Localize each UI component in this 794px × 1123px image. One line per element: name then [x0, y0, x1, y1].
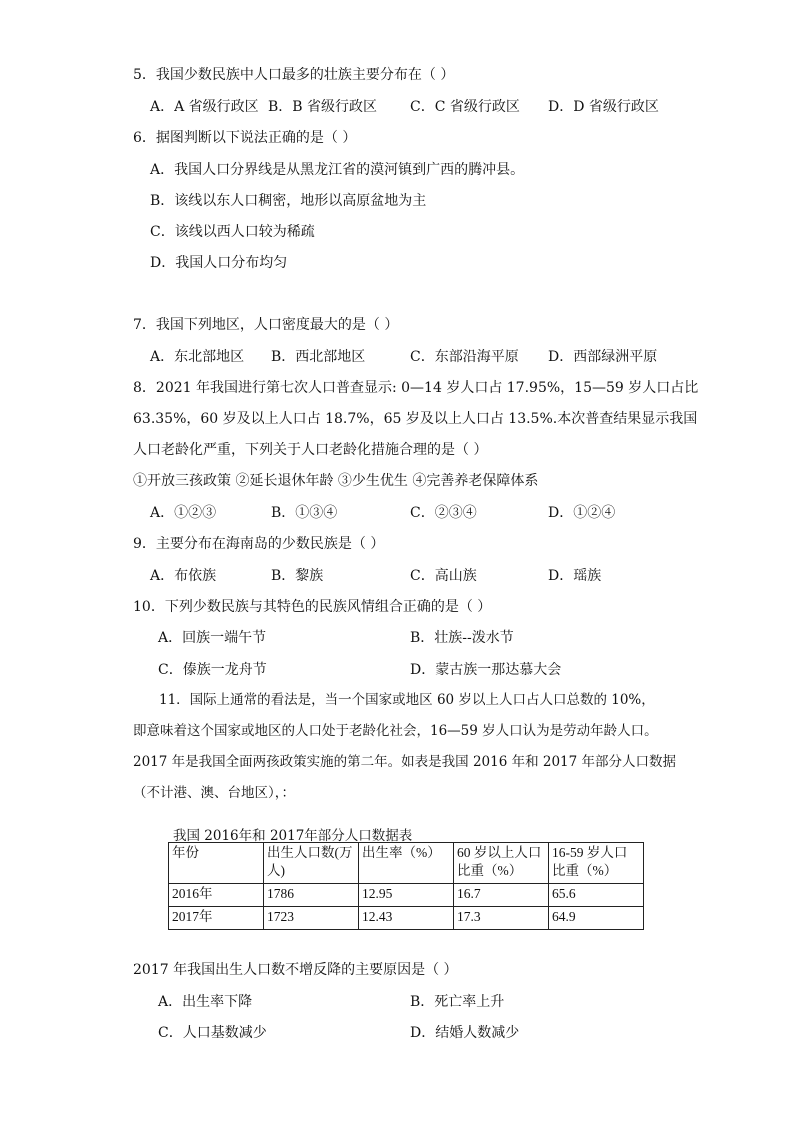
table-cell: 12.95 — [359, 884, 454, 907]
q8-measures: ①开放三孩政策 ②延长退休年龄 ③少生优生 ④完善养老保障体系 — [133, 473, 539, 489]
table-cell: 1723 — [264, 907, 359, 930]
table-header-cell: 16-59 岁人口比重（%） — [549, 843, 644, 884]
q8-stem-line-3: 人口老龄化严重，下列关于人口老龄化措施合理的是（ ） — [133, 442, 488, 458]
population-data-table — [168, 842, 644, 930]
q7-option-c[interactable]: C．东部沿海平原 — [410, 349, 519, 365]
table-header-row — [169, 843, 644, 884]
table-row — [169, 907, 644, 930]
q11-option-b[interactable]: B．死亡率上升 — [410, 994, 505, 1010]
q11-stem-line-3: 2017 年是我国全面两孩政策实施的第二年。如表是我国 2016 年和 2017 年部分人口数据 — [133, 754, 677, 770]
q10-option-a[interactable]: A．回族一端午节 — [158, 630, 267, 646]
q8-stem-line-1: 8．2021 年我国进行第七次人口普查显示: 0—14 岁人口占 17.95%，15—59 岁人口占比 — [133, 380, 699, 396]
table-header-cell: 年份 — [169, 843, 264, 884]
q8-option-b[interactable]: B．①③④ — [271, 505, 338, 521]
table-caption: 我国 2016年和 2017年部分人口数据表 — [173, 828, 413, 844]
table-row — [169, 884, 644, 907]
q5-stem: 5．我国少数民族中人口最多的壮族主要分布在（ ） — [133, 67, 455, 83]
q11-option-a[interactable]: A．出生率下降 — [158, 994, 253, 1010]
q9-option-b[interactable]: B．黎族 — [271, 568, 324, 584]
q9-option-d[interactable]: D．瑶族 — [548, 568, 602, 584]
q6-stem: 6．据图判断以下说法正确的是（ ） — [133, 130, 357, 146]
q10-option-d[interactable]: D．蒙古族一那达慕大会 — [410, 662, 562, 678]
q7-stem: 7．我国下列地区，人口密度最大的是（ ） — [133, 317, 399, 333]
table-cell: 12.43 — [359, 907, 454, 930]
q11-option-d[interactable]: D．结婚人数减少 — [410, 1025, 520, 1041]
q8-option-c[interactable]: C．②③④ — [410, 505, 477, 521]
table-cell: 16.7 — [454, 884, 549, 907]
q10-option-c[interactable]: C．傣族一龙舟节 — [158, 662, 267, 678]
q7-option-a[interactable]: A．东北部地区 — [150, 349, 245, 365]
q9-option-a[interactable]: A．布依族 — [150, 568, 217, 584]
q9-stem: 9．主要分布在海南岛的少数民族是（ ） — [133, 536, 385, 552]
q11-stem-line-1: 11．国际上通常的看法是，当一个国家或地区 60 岁以上人口占人口总数的 10%， — [159, 692, 655, 708]
q6-option-a[interactable]: A．我国人口分界线是从黑龙江省的漠河镇到广西的腾冲县。 — [150, 162, 525, 178]
q6-option-c[interactable]: C．该线以西人口较为稀疏 — [150, 224, 315, 240]
table-cell: 2016年 — [169, 884, 264, 907]
q6-option-b[interactable]: B．该线以东人口稠密，地形以高原盆地为主 — [150, 193, 427, 209]
q7-option-b[interactable]: B．西北部地区 — [271, 349, 366, 365]
q6-option-d[interactable]: D．我国人口分布均匀 — [150, 255, 288, 271]
table-cell: 1786 — [264, 884, 359, 907]
q10-stem: 10．下列少数民族与其特色的民族风情组合正确的是（ ） — [133, 599, 492, 615]
q8-option-a[interactable]: A．①②③ — [150, 505, 217, 521]
q5-option-c[interactable]: C．C 省级行政区 — [410, 99, 520, 115]
q11-stem-line-4: （不计港、澳、台地区），： — [133, 785, 295, 801]
table-cell: 17.3 — [454, 907, 549, 930]
q5-option-a[interactable]: A．A 省级行政区 — [150, 99, 259, 115]
q8-option-d[interactable]: D．①②④ — [548, 505, 616, 521]
q10-option-b[interactable]: B．壮族--泼水节 — [410, 630, 514, 646]
q7-option-d[interactable]: D．西部绿洲平原 — [548, 349, 658, 365]
q5-option-b[interactable]: B．B 省级行政区 — [268, 99, 378, 115]
q5-option-d[interactable]: D．D 省级行政区 — [548, 99, 659, 115]
q11-option-c[interactable]: C．人口基数减少 — [158, 1025, 267, 1041]
table-header-cell: 60 岁以上人口比重（%） — [454, 843, 549, 884]
q8-stem-line-2: 63.35%，60 岁及以上人口占 18.7%，65 岁及以上人口占 13.5%.本次普查结果显示我国 — [133, 411, 698, 427]
q11-question: 2017 年我国出生人口数不增反降的主要原因是（ ） — [133, 962, 458, 978]
table-header-cell: 出生人口数(万人) — [264, 843, 359, 884]
table-header-cell: 出生率（%） — [359, 843, 454, 884]
table-cell: 64.9 — [549, 907, 644, 930]
q11-stem-line-2: 即意味着这个国家或地区的人口处于老龄化社会，16—59 岁人口认为是劳动年龄人口。 — [133, 723, 658, 739]
q9-option-c[interactable]: C．高山族 — [410, 568, 477, 584]
table-cell: 2017年 — [169, 907, 264, 930]
table-cell: 65.6 — [549, 884, 644, 907]
